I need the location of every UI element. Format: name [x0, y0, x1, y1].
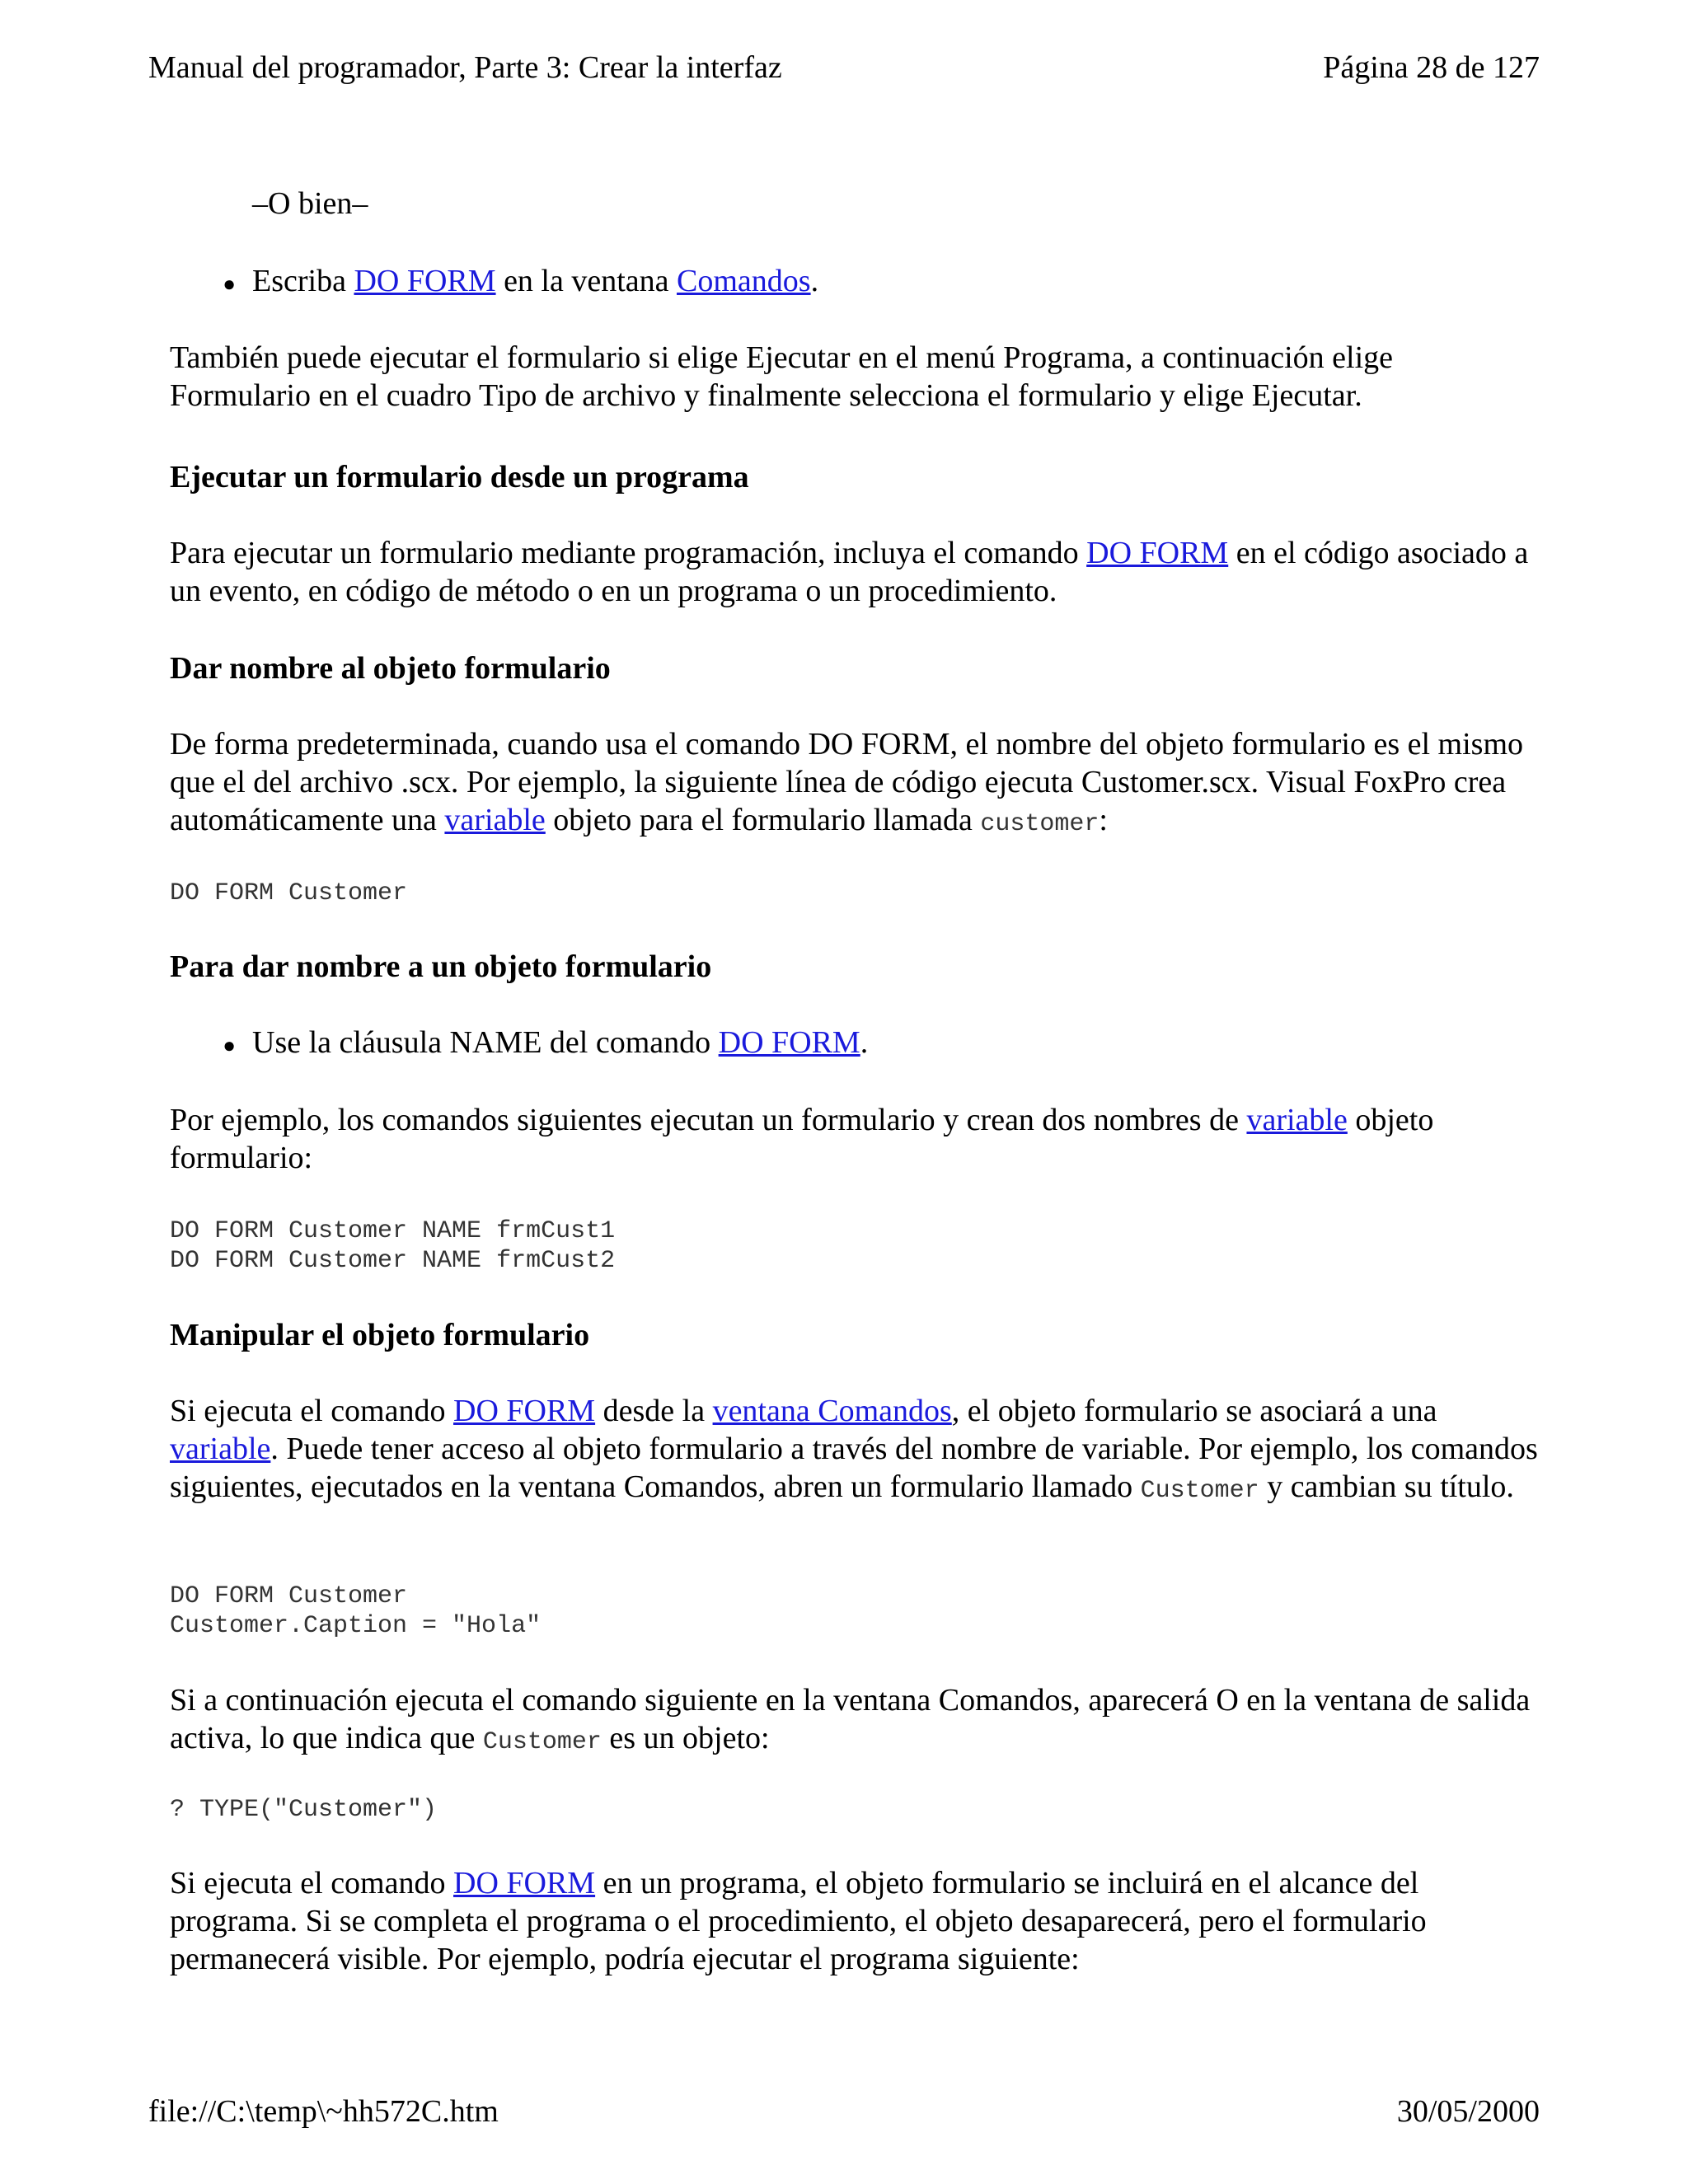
list-item — [170, 1024, 1538, 1062]
document-title: Manual del programador, Parte 3: Crear la interfaz — [148, 50, 782, 85]
bullet-text: Use la cláusula NAME del comando DO FORM. — [252, 1025, 869, 1060]
link-variable[interactable]: variable — [1246, 1103, 1348, 1137]
file-path: file://C:\temp\~hh572C.htm — [148, 2094, 499, 2129]
inline-code: customer — [980, 810, 1100, 838]
page-number: Página 28 de 127 — [1323, 50, 1540, 85]
paragraph: Si a continuación ejecuta el comando siguiente en la ventana Comandos, aparecerá O en la ventana de salida activa, lo que indica que Customer es un objeto: — [170, 1683, 1531, 1756]
list-item — [170, 262, 1538, 300]
link-variable[interactable]: variable — [170, 1432, 271, 1466]
link-do-form[interactable]: DO FORM — [453, 1394, 596, 1428]
inline-code: Customer — [482, 1728, 602, 1756]
section-heading: Manipular el objeto formulario — [170, 1318, 590, 1352]
paragraph: Si ejecuta el comando DO FORM en un programa, el objeto formulario se incluirá en el alcance del programa. Si se completa el programa o el procedimiento, el objeto desaparecerá, pero el formulario permanecerá visible. Por ejemplo, podría ejecutar el programa siguiente: — [170, 1866, 1427, 1976]
paragraph: Si ejecuta el comando DO FORM desde la ventana Comandos, el objeto formulario se asociará a una variable. Puede tener acceso al objeto formulario a través del nombre de variable. Por ejemplo, los comandos siguientes, ejecutados en la ventana Comandos, abren un formulario llamado Customer y cambian su título. — [170, 1394, 1538, 1505]
code-block: DO FORM Customer Customer.Caption = "Hola" — [170, 1582, 542, 1640]
link-comandos[interactable]: Comandos — [677, 264, 811, 298]
section-heading: Ejecutar un formulario desde un programa — [170, 460, 749, 494]
page-footer — [148, 2093, 1540, 2130]
link-do-form[interactable]: DO FORM — [718, 1025, 860, 1060]
print-date: 30/05/2000 — [1396, 2094, 1540, 2129]
link-ventana-comandos[interactable]: ventana Comandos — [712, 1394, 952, 1428]
page-header — [148, 49, 1540, 86]
bullet-text: Escriba DO FORM en la ventana Comandos. — [252, 264, 819, 298]
or-separator: –O bien– — [252, 186, 368, 221]
bullet-icon: ● — [223, 272, 236, 296]
inline-code: Customer — [1140, 1477, 1259, 1505]
paragraph: Por ejemplo, los comandos siguientes ejecutan un formulario y crean dos nombres de variable objeto formulario: — [170, 1103, 1434, 1175]
paragraph: De forma predeterminada, cuando usa el comando DO FORM, el nombre del objeto formulario es el mismo que el del archivo .scx. Por ejemplo, la siguiente línea de código ejecuta Customer.scx. Visual FoxPro crea automáticamente una variable objeto para el formulario llamada customer: — [170, 727, 1523, 838]
link-do-form[interactable]: DO FORM — [1086, 536, 1229, 570]
paragraph: Para ejecutar un formulario mediante programación, incluya el comando DO FORM en el código asociado a un evento, en código de método o en un programa o un procedimiento. — [170, 536, 1529, 608]
code-block: DO FORM Customer NAME frmCust1 DO FORM Customer NAME frmCust2 — [170, 1217, 616, 1275]
link-do-form[interactable]: DO FORM — [354, 264, 496, 298]
code-block: DO FORM Customer — [170, 879, 408, 907]
link-do-form[interactable]: DO FORM — [453, 1866, 596, 1900]
section-heading: Para dar nombre a un objeto formulario — [170, 949, 712, 984]
paragraph: También puede ejecutar el formulario si elige Ejecutar en el menú Programa, a continuación elige Formulario en el cuadro Tipo de archivo y finalmente selecciona el formulario y elige Ejecutar. — [170, 340, 1394, 413]
section-heading: Dar nombre al objeto formulario — [170, 651, 611, 686]
link-variable[interactable]: variable — [444, 803, 546, 837]
code-block: ? TYPE("Customer") — [170, 1796, 438, 1824]
bullet-icon: ● — [223, 1033, 236, 1057]
